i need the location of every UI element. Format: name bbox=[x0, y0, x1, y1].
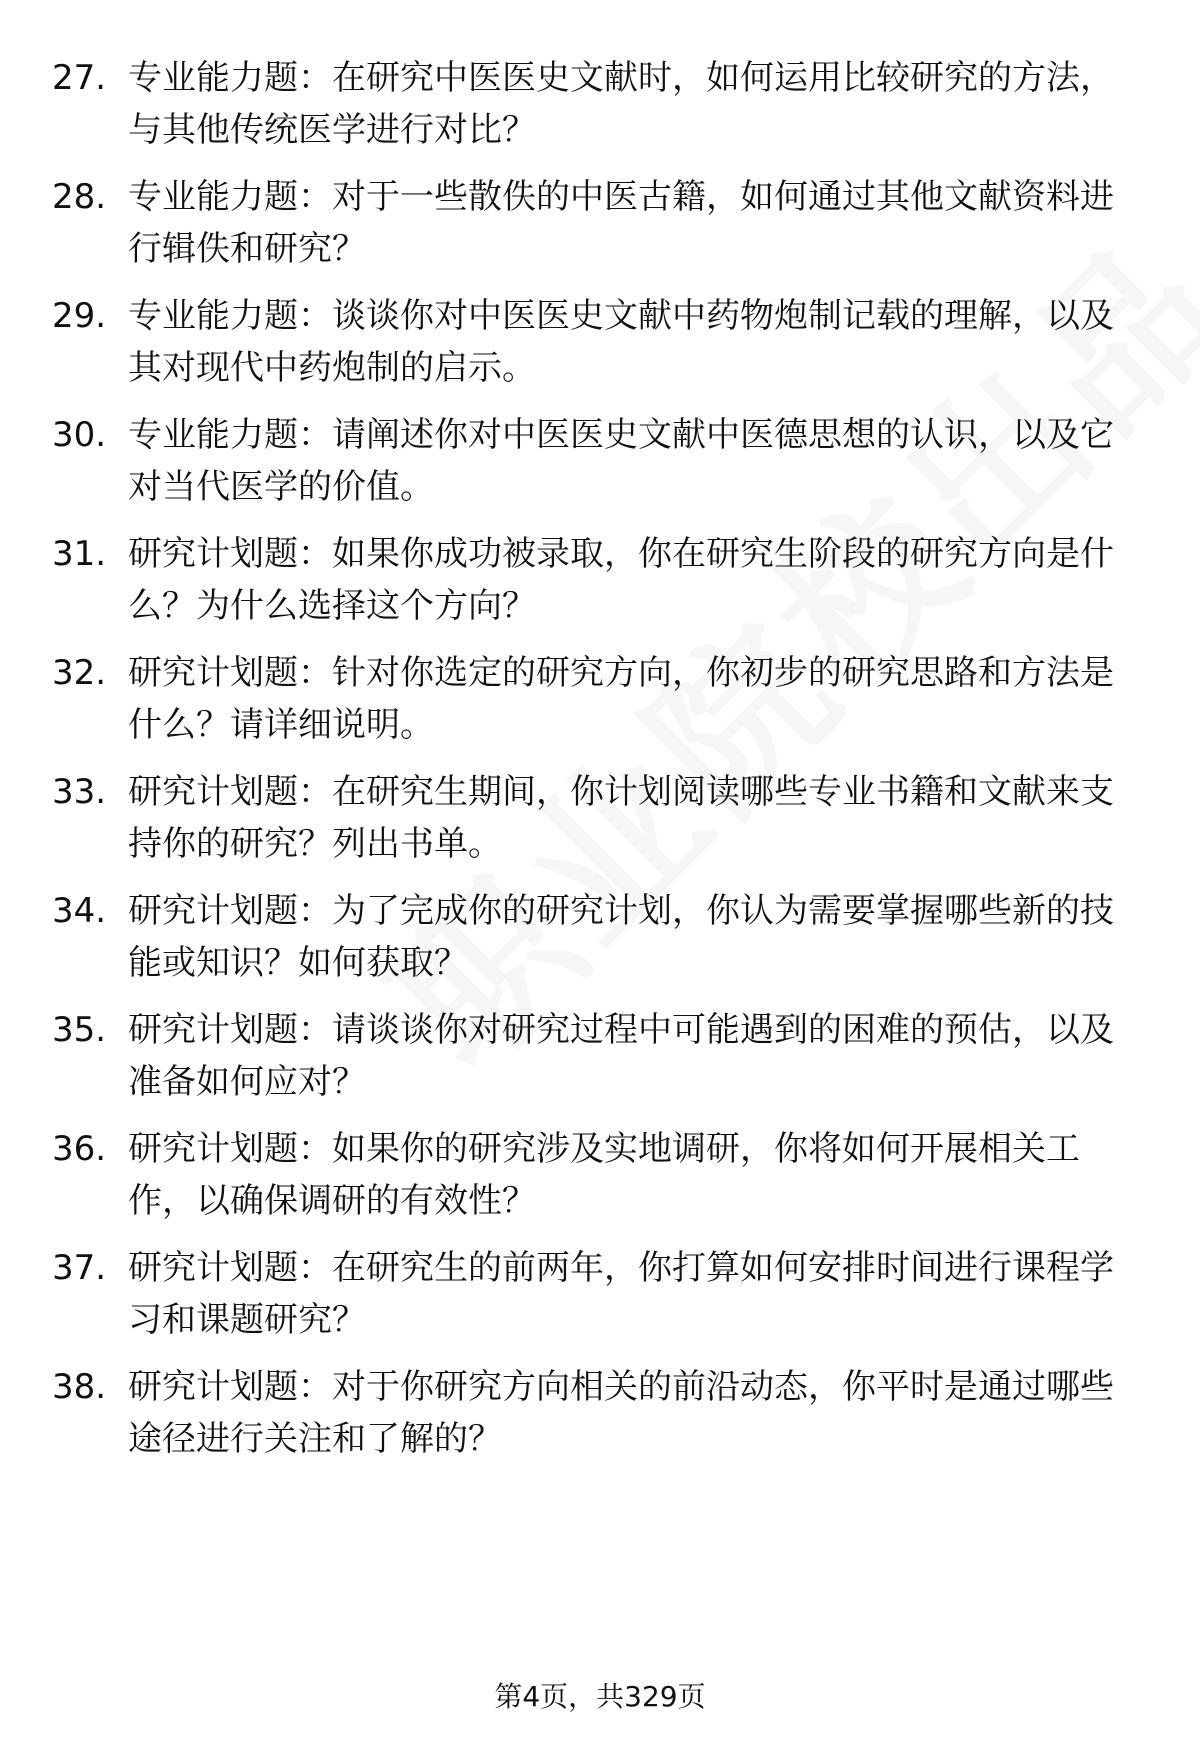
question-number: 29. bbox=[52, 296, 107, 336]
question-number: 37. bbox=[52, 1248, 107, 1288]
question-text: 专业能力题：请阐述你对中医医史文献中医德思想的认识，以及它对当代医学的价值。 bbox=[128, 415, 1114, 507]
question-number: 36. bbox=[52, 1129, 107, 1169]
question-number: 33. bbox=[52, 772, 107, 812]
page-footer: 第4页，共329页 bbox=[494, 1680, 706, 1713]
question-number: 35. bbox=[52, 1010, 107, 1050]
question-text: 研究计划题：在研究生的前两年，你打算如何安排时间进行课程学习和课题研究？ bbox=[128, 1248, 1114, 1340]
question-number: 27. bbox=[52, 58, 107, 98]
question-text: 研究计划题：在研究生期间，你计划阅读哪些专业书籍和文献来支持你的研究？列出书单。 bbox=[128, 772, 1114, 864]
question-text: 研究计划题：如果你成功被录取，你在研究生阶段的研究方向是什么？为什么选择这个方向？ bbox=[128, 534, 1114, 626]
question-text: 专业能力题：对于一些散佚的中医古籍，如何通过其他文献资料进行辑佚和研究？ bbox=[128, 177, 1114, 269]
question-number: 38. bbox=[52, 1367, 107, 1407]
question-number: 34. bbox=[52, 891, 107, 931]
question-text: 专业能力题：谈谈你对中医医史文献中药物炮制记载的理解，以及其对现代中药炮制的启示。 bbox=[128, 296, 1114, 388]
question-text: 研究计划题：请谈谈你对研究过程中可能遇到的困难的预估，以及准备如何应对？ bbox=[128, 1010, 1114, 1102]
question-text: 研究计划题：对于你研究方向相关的前沿动态，你平时是通过哪些途径进行关注和了解的？ bbox=[128, 1367, 1114, 1459]
question-number: 31. bbox=[52, 534, 107, 574]
question-number: 28. bbox=[52, 177, 107, 217]
question-text: 研究计划题：如果你的研究涉及实地调研，你将如何开展相关工作，以确保调研的有效性？ bbox=[128, 1129, 1080, 1221]
question-number: 32. bbox=[52, 653, 107, 693]
question-text: 研究计划题：为了完成你的研究计划，你认为需要掌握哪些新的技能或知识？如何获取？ bbox=[128, 891, 1114, 983]
question-text: 专业能力题：在研究中医医史文献时，如何运用比较研究的方法，与其他传统医学进行对比？ bbox=[128, 58, 1114, 150]
question-number: 30. bbox=[52, 415, 107, 455]
question-text: 研究计划题：针对你选定的研究方向，你初步的研究思路和方法是什么？请详细说明。 bbox=[128, 653, 1114, 745]
